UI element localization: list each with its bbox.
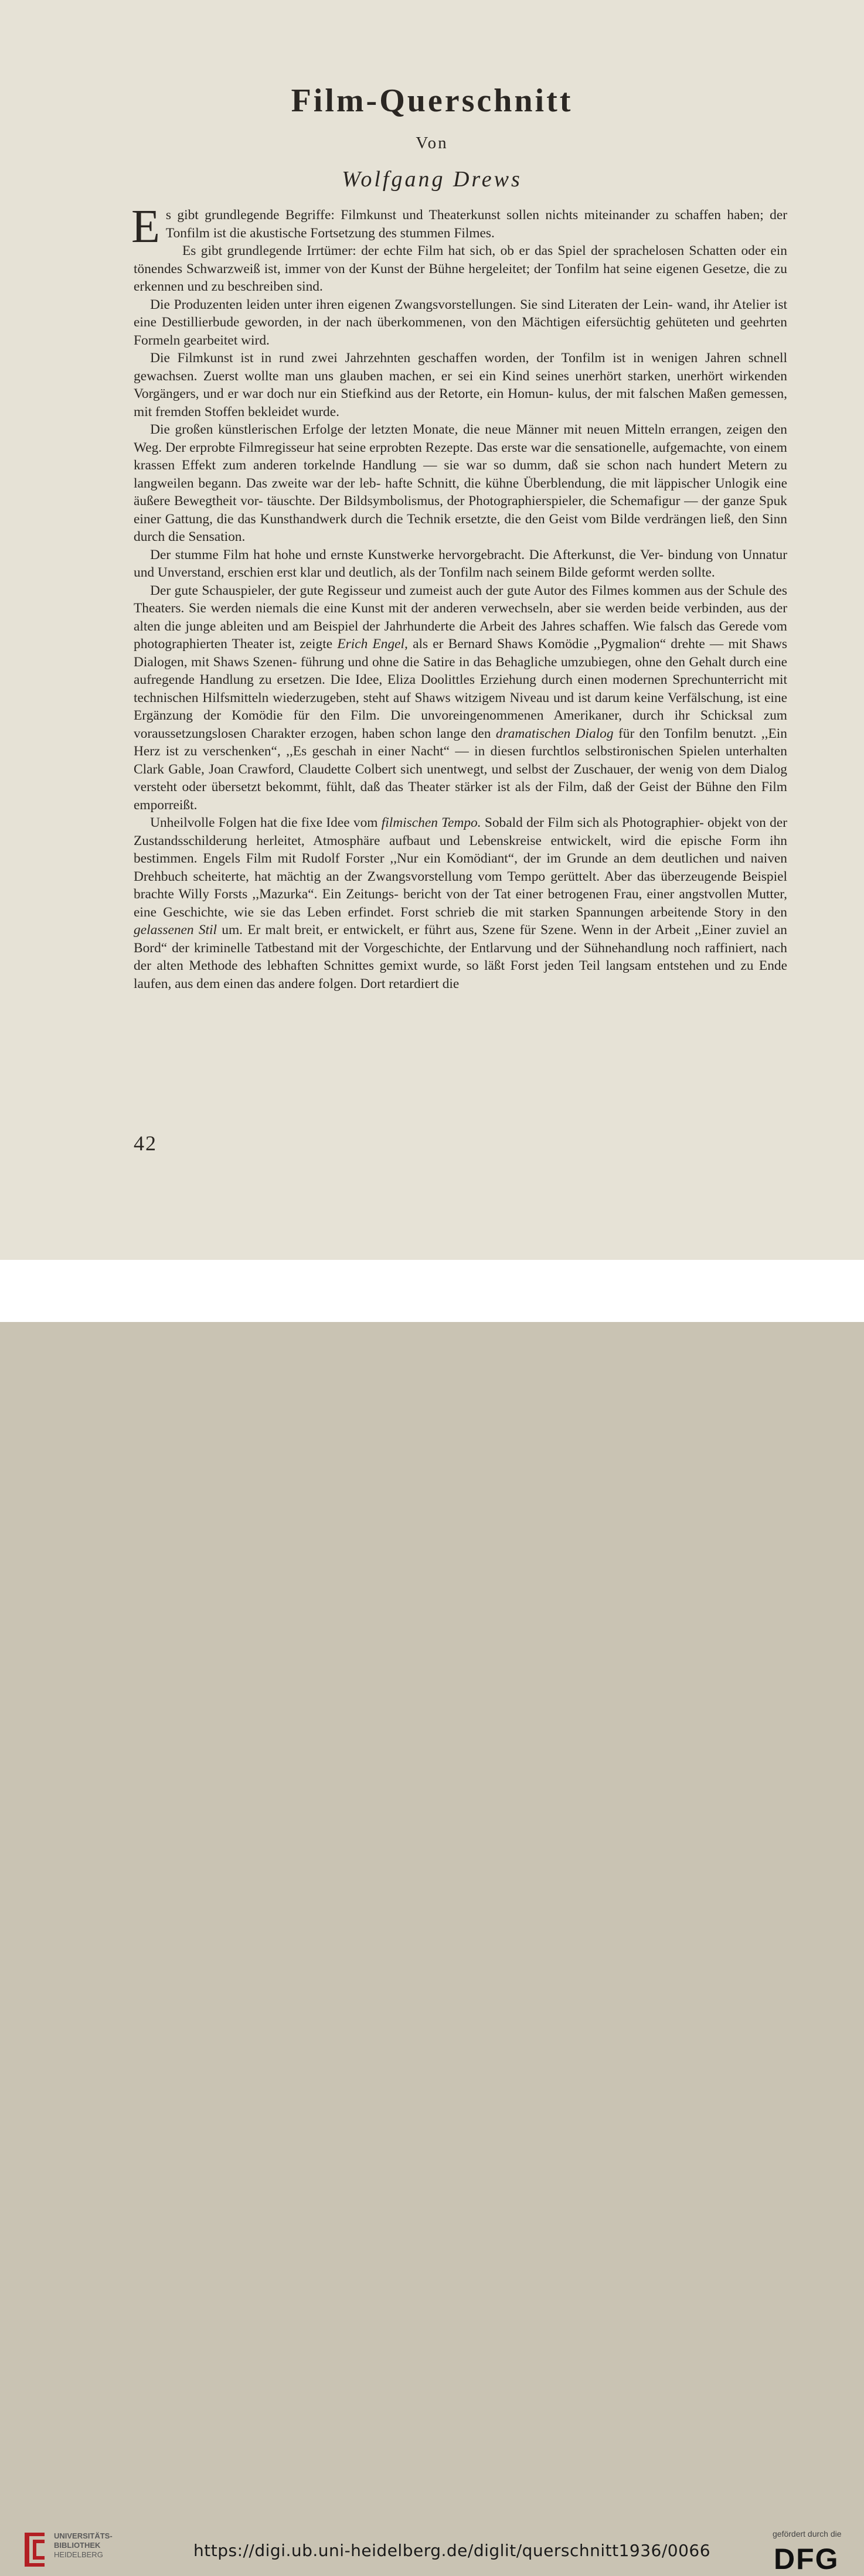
university-library-logo-icon bbox=[21, 2530, 48, 2569]
viewer-footer bbox=[0, 1260, 864, 2575]
emphasis: filmischen Tempo. bbox=[381, 815, 481, 830]
paragraph-6: Der stumme Film hat hohe und ernste Kunstwerke hervorgebracht. Die Afterkunst, die Ver- bindung von Unnatur und Unverstand, erschien erst klar und deutlich, als der Tonfilm nach seinem Bilde geformt werden sollte. bbox=[134, 547, 787, 580]
paragraph-5: Die großen künstlerischen Erfolge der letzten Monate, die neue Männer mit neuen Mitteln errangen, zeigen den Weg. Der erprobte Filmregisseur hat seine erprobten Rezepte. Das erste war die sensationelle, aufgemachte, von einem krassen Effekt zum anderen torkelnde Handlung — sie war so dumm, daß sie schon nach hundert Metern zu langweilen begann. Das zweite war der leb- hafte Schnitt, die kühne Überblendung, die mit läppischer Unlogik eine äußere Bewegtheit vor- täuschte. Der Bildsymbolismus, der Photographierspieler, die Schemafigur — der ganze Spuk einer Gattung, die das Kunsthandwerk durch die Technik ersetzte, die den Geist vom Bilde verdrängen ließ, den Sinn durch die Sensation. bbox=[134, 422, 787, 544]
emphasis: gelassenen Stil bbox=[134, 922, 217, 938]
funding-label: gefördert durch die bbox=[773, 2529, 842, 2538]
emphasis: dramatischen Dialog bbox=[495, 725, 614, 741]
paragraph-4: Die Filmkunst ist in rund zwei Jahrzehnten geschaffen worden, der Tonfilm ist in wenigen Jahren schnell gewachsen. Zuerst wollte man uns glauben machen, er sei ein Kind seines unerhört starken, unerhört wirkenden Vorgängers, und er war doch nur ein Stiefkind aus der Retorte, ein Homun- kulus, der mit falschen Maßen gemessen, mit fremden Stoffen bekleidet wurde. bbox=[134, 350, 787, 420]
page-number: 42 bbox=[134, 1132, 157, 1155]
scanned-page bbox=[0, 0, 864, 1260]
library-name: UNIVERSITÄTS- BIBLIOTHEK HEIDELBERG bbox=[54, 2531, 113, 2559]
paragraph-8: Unheilvolle Folgen hat die fixe Idee vom filmischen Tempo. Sobald der Film sich als Photographier- objekt von der Zustandsschilderung herleitet, Atmosphäre aufbaut und Lebenskreise entwickelt, wird die epische Form ihn bestimmen. Engels Film mit Rudolf Forster ,,Nur ein Komödiant“, der im Grunde an dem deutlichen und naiven Drehbuch scheiterte, hat mächtig an der Zwangsvorstellung vom Tempo gerüttelt. Aber das überzeugende Beispiel brachte Willy Forsts ,,Mazurka“. Ein Zeitungs- bericht von der Tat einer betrogenen Frau, einer angstvollen Mutter, eine Geschichte, wie sie das Leben erfindet. Forst schrieb die mit starken Spannungen arbeitende Story in den gelassenen Stil um. Er malt breit, er entwickelt, er führt aus, Szene für Szene. Wenn in der Arbeit ,,Einer zuviel an Bord“ der kriminelle Tatbestand mit der Vorgeschichte, der Entlarvung und der Sühnehandlung noch raffiniert, nach der alten Methode des lebhaften Schnittes gemixt wurde, so läßt Forst jeden Teil langsam entstehen und zu Ende laufen, aus dem einen das andere folgen. Dort retardiert die bbox=[134, 815, 787, 991]
article-body bbox=[131, 201, 787, 993]
paragraph-1: Es gibt grundlegende Begriffe: Filmkunst und Theaterkunst sollen nichts miteinander zu schaffen haben; der Tonfilm ist die akustische Fortsetzung des stummen Filmes. bbox=[131, 201, 787, 253]
paragraph-2: Es gibt grundlegende Irrtümer: der echte Film hat sich, ob er das Spiel der sprachelosen Schatten oder ein tönendes Schwarzweiß ist, immer von der Kunst der Bühne hergeleitet; der Tonfilm hat seine eigenen Gesetze, die zu erkennen und zu beschreiben sind. bbox=[134, 243, 787, 294]
dfg-logo: DFG bbox=[774, 2543, 839, 2575]
document-url-link[interactable]: https://digi.ub.uni-heidelberg.de/diglit/querschnitt1936/0066 bbox=[193, 2541, 711, 2560]
paragraph-7: Der gute Schauspieler, der gute Regisseur und zumeist auch der gute Autor des Filmes kommen aus der Schule des Theaters. Sie werden niemals die eine Kunst mit der anderen verwechseln, aber sie werden beide verbinden, aus der alten die junge ableiten und am Beispiel der Jahrhunderte die Arbeit des Jahres schaffen. Wie falsch das Gerede vom photographierten Theater ist, zeigte Erich Engel, als er Bernard Shaws Komödie ,,Pygmalion“ drehte — mit Shaws Dialogen, mit Shaws Szenen- führung und ohne die Satire in das Behagliche umzubiegen, ohne den Gehalt durch eine aufregende Handlung zu ersetzen. Die Idee, Eliza Doolittles Erziehung durch einen modernen Sprechunterricht mit technischen Hilfsmitteln wiederzugeben, steht auf Shaws witzigem Niveau und ist darum keine Verfälschung, ist eine Ergänzung der Komödie für den Film. Die unvoreingenommenen Amerikaner, durch ihr Schicksal zum voraussetzungslosen Charakter erzogen, haben schon lange den dramatischen Dialog für den Tonfilm benutzt. ,,Ein Herz ist zu verschenken“, ,,Es geschah in einer Nacht“ — in diesen furchtlos selbstironischen Spielen unterhalten Clark Gable, Joan Crawford, Claudette Colbert sich unentwegt, und selbst der Zuschauer, der wenig von dem Dialog versteht oder übersetzt bekommt, fühlt, daß das Theater stärker ist als der Film, daß der Geist der Bühne den Film emporreißt. bbox=[134, 582, 787, 813]
article-title: Film-Querschnitt bbox=[291, 83, 573, 119]
paragraph-3: Die Produzenten leiden unter ihren eigenen Zwangsvorstellungen. Sie sind Literaten der Lein- wand, ihr Atelier ist eine Destillierbude geworden, in der nach überkommenen, von den Mächtigen eifersüchtig gehüteten und geehrten Formeln gearbeitet wird. bbox=[134, 297, 787, 348]
author-name: Wolfgang Drews bbox=[342, 167, 522, 192]
emphasis: Erich Engel, bbox=[337, 636, 408, 652]
byline-von: Von bbox=[416, 134, 448, 152]
drop-cap: E bbox=[131, 201, 160, 253]
